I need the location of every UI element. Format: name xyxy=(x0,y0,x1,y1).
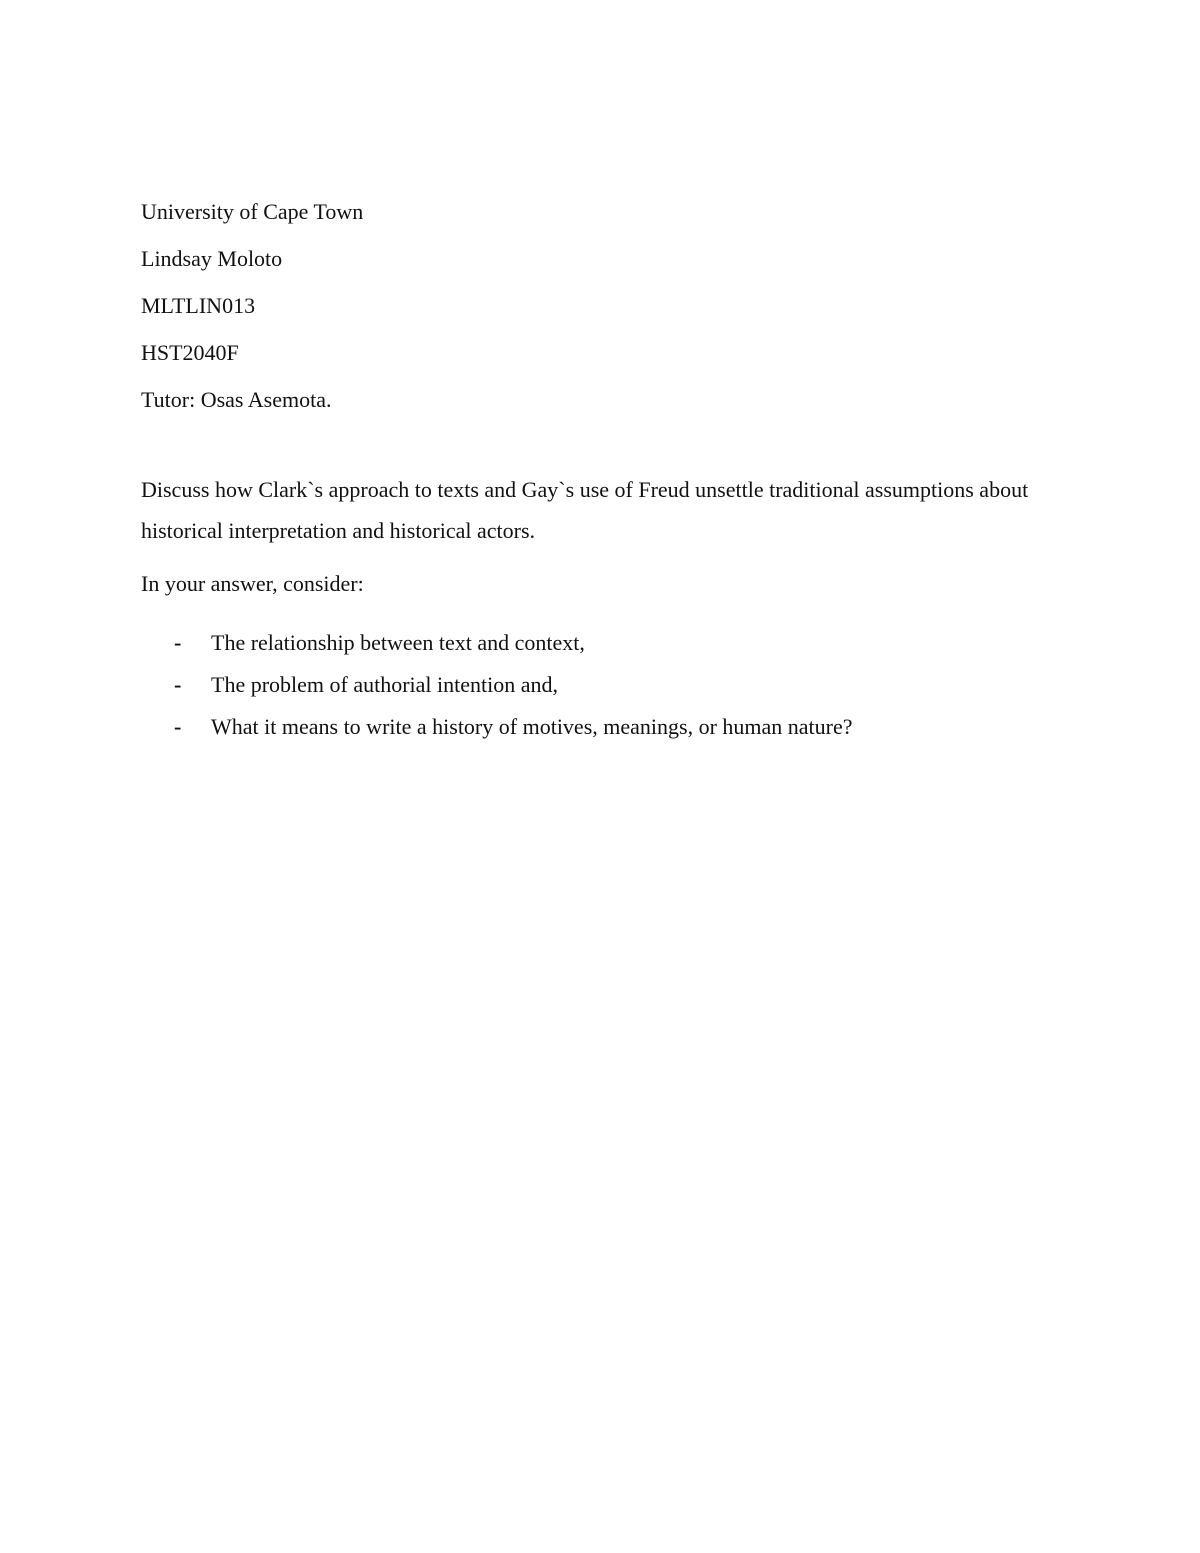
list-item xyxy=(174,706,853,748)
student-number: MLTLIN013 xyxy=(141,293,256,318)
consideration-list xyxy=(174,622,853,748)
institution-name: University of Cape Town xyxy=(141,199,364,224)
list-item xyxy=(174,664,853,706)
essay-question: Discuss how Clark`s approach to texts and Gay`s use of Freud unsettle traditional assumptions about historical interpretation and historical actors. xyxy=(141,477,1029,543)
list-item-text: The relationship between text and context, xyxy=(211,630,585,655)
dash-marker: - xyxy=(174,630,182,655)
list-item-text: The problem of authorial intention and, xyxy=(211,672,559,697)
tutor-name: Tutor: Osas Asemota. xyxy=(141,387,332,412)
course-code: HST2040F xyxy=(141,340,239,365)
student-name: Lindsay Moloto xyxy=(141,246,283,271)
cover-details xyxy=(141,188,363,423)
dash-marker: - xyxy=(174,672,182,697)
list-item xyxy=(174,622,853,664)
answer-prompt: In your answer, consider: xyxy=(141,571,364,596)
list-item-text: What it means to write a history of motives, meanings, or human nature? xyxy=(211,714,853,739)
dash-marker: - xyxy=(174,714,182,739)
